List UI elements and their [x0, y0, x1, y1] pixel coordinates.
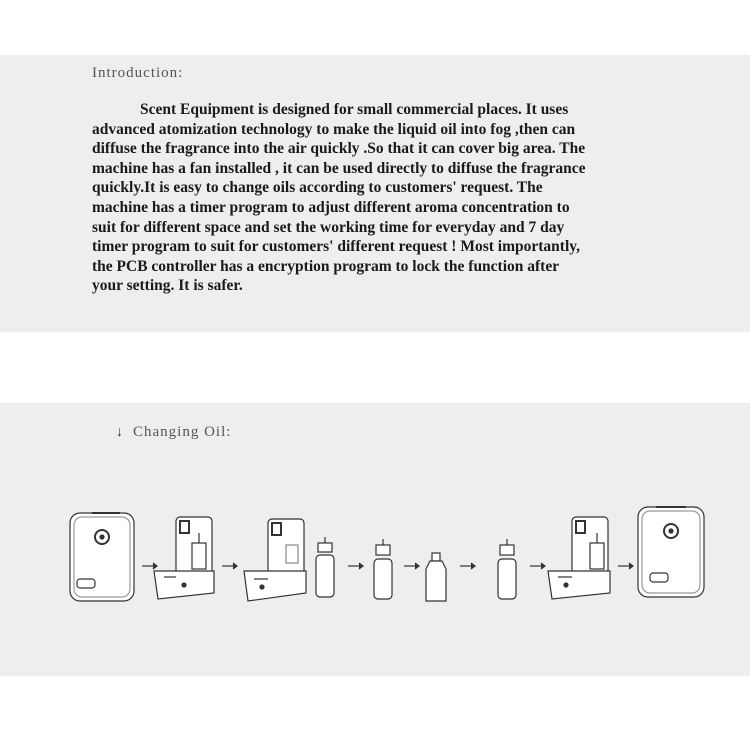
introduction-section: [0, 55, 750, 332]
introduction-paragraph: [92, 100, 712, 296]
step-arrow-icon: [348, 563, 363, 569]
step-bottle-with-pump-icon: [374, 539, 392, 599]
step-bottle-reinstalled-icon: [548, 517, 610, 599]
intro-line: machine has a fan installed , it can be used directly to diffuse the fragrance: [92, 159, 586, 177]
changing-oil-heading: Changing Oil:: [133, 424, 232, 440]
down-arrow-icon: ↓: [116, 425, 123, 440]
step-arrow-icon: [142, 563, 157, 569]
intro-line: timer program to suit for customers' different request ! Most importantly,: [92, 238, 581, 256]
step-opened-diffuser-icon: [154, 517, 214, 599]
step-new-bottle-icon: [426, 553, 446, 601]
step-arrow-icon: [460, 563, 475, 569]
step-closed-diffuser-icon: [70, 513, 134, 601]
changing-oil-section: [0, 403, 750, 676]
oil-change-steps-illustration: [0, 403, 750, 676]
intro-line: advanced atomization technology to make the liquid oil into fog ,then can: [92, 120, 576, 138]
intro-line: diffuse the fragrance into the air quickly .So that it can cover big area. The: [92, 140, 586, 158]
intro-line: machine has a timer program to adjust different aroma concentration to: [92, 198, 570, 216]
intro-line: your setting. It is safer.: [92, 277, 243, 295]
step-arrow-icon: [618, 563, 633, 569]
intro-line: Scent Equipment is designed for small commercial places. It uses: [140, 101, 569, 118]
step-arrow-icon: [530, 563, 545, 569]
intro-line: the PCB controller has a encryption program to lock the function after: [92, 257, 560, 275]
introduction-heading: Introduction:: [92, 65, 184, 81]
intro-line: quickly.It is easy to change oils according to customers' request. The: [92, 179, 543, 197]
step-closed-diffuser-final-icon: [638, 507, 704, 597]
intro-line: suit for different space and set the working time for everyday and 7 day: [92, 218, 565, 236]
step-arrow-icon: [404, 563, 419, 569]
step-bottle-removed-icon: [244, 519, 334, 601]
step-new-bottle-fitted-icon: [498, 539, 516, 599]
step-arrow-icon: [222, 563, 237, 569]
